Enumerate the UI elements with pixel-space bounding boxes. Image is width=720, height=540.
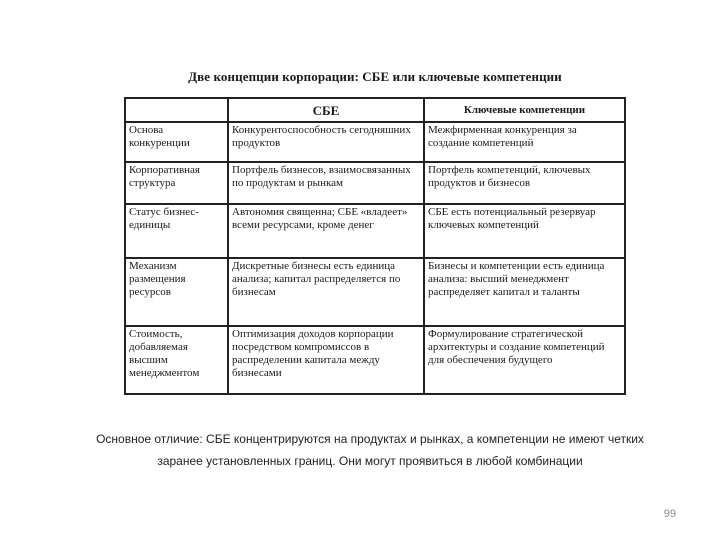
table-row [125, 122, 625, 162]
row-label: Стоимость, добавляемая высшим менеджментом [125, 326, 228, 394]
table-row [125, 258, 625, 326]
table-header-row [125, 98, 625, 122]
competencies-cell: Формулирование стратегической архитектуры и создание компетенций для обеспечения будущего [424, 326, 625, 394]
sbe-cell: Дискретные бизнесы есть единица анализа; капитал распределяется по бизнесам [228, 258, 424, 326]
competencies-cell: Портфель компетенций, ключевых продуктов и бизнесов [424, 162, 625, 204]
caption-line-2: заранее установленных границ. Они могут проявиться в любой комбинации [157, 454, 583, 468]
header-cell-empty [125, 98, 228, 122]
competencies-cell: Межфирменная конкуренция за создание компетенций [424, 122, 625, 162]
row-label: Статус бизнес-единицы [125, 204, 228, 258]
table-row [125, 204, 625, 258]
sbe-cell: Портфель бизнесов, взаимосвязанных по продуктам и рынкам [228, 162, 424, 204]
table-title: Две концепции корпорации: СБЕ или ключевые компетенции [188, 69, 562, 84]
competencies-cell: Бизнесы и компетенции есть единица анализа: высший менеджмент распределяет капитал и таланты [424, 258, 625, 326]
row-label: Основа конкуренции [125, 122, 228, 162]
sbe-cell: Автономия священна; СБЕ «владеет» всеми ресурсами, кроме денег [228, 204, 424, 258]
row-label: Механизм размещения ресурсов [125, 258, 228, 326]
header-cell-key-competencies: Ключевые компетенции [424, 98, 625, 122]
table-row [125, 162, 625, 204]
comparison-table [124, 97, 626, 395]
row-label: Корпоративная структура [125, 162, 228, 204]
sbe-cell: Конкурентоспособность сегодняшних продуктов [228, 122, 424, 162]
table-row [125, 326, 625, 394]
caption-line-1: Основное отличие: СБЕ концентрируются на продуктах и рынках, а компетенции не имеют четких [96, 432, 644, 446]
competencies-cell: СБЕ есть потенциальный резервуар ключевых компетенций [424, 204, 625, 258]
sbe-cell: Оптимизация доходов корпорации посредством компромиссов в распределении капитала между бизнесами [228, 326, 424, 394]
page-number: 99 [663, 508, 676, 520]
header-cell-sbe: СБЕ [228, 98, 424, 122]
